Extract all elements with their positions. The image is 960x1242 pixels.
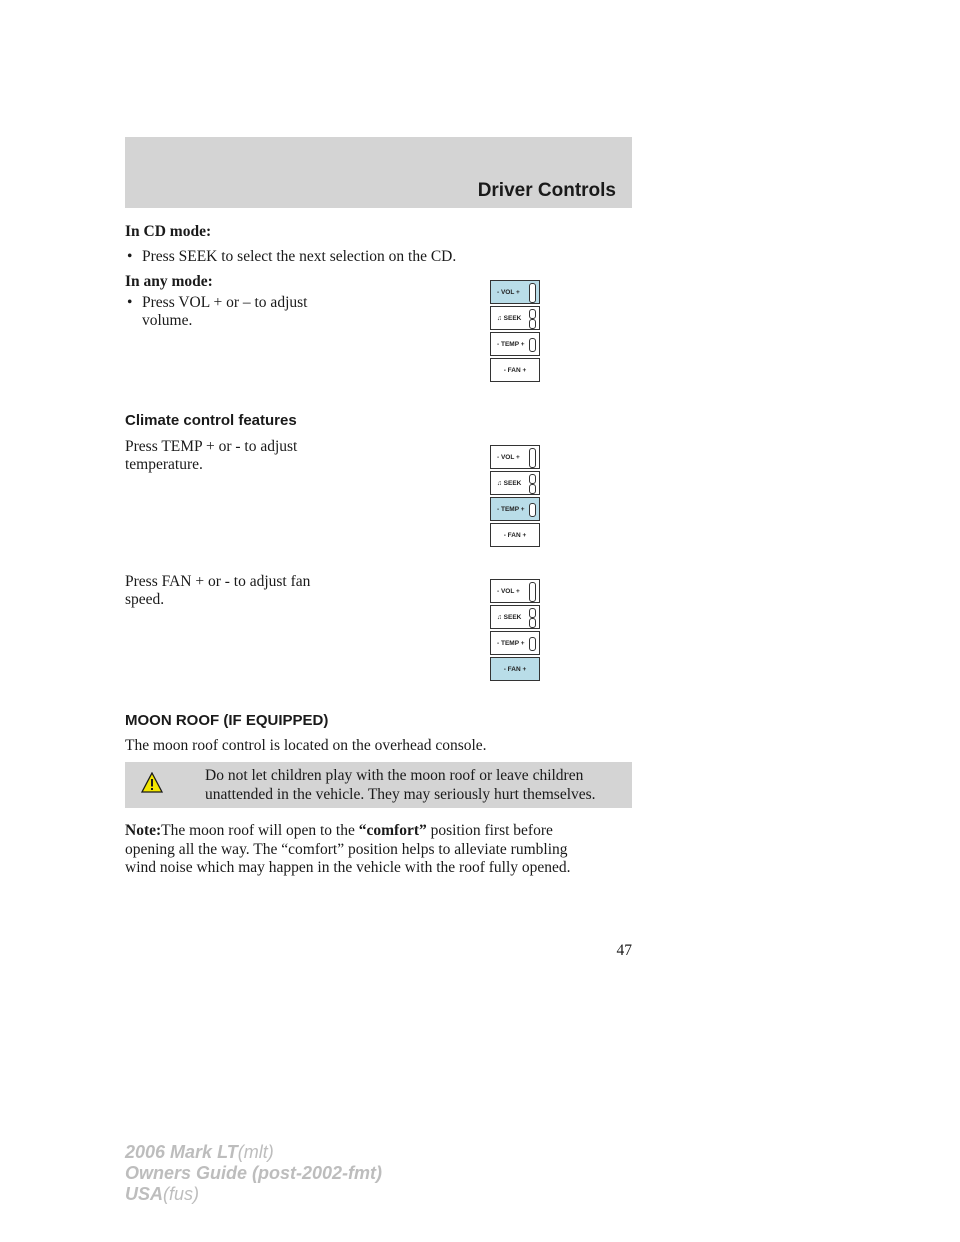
footer-market-code: (fus) [163, 1184, 200, 1204]
vol-control [490, 445, 540, 469]
fan-control [490, 657, 540, 681]
climate-heading: Climate control features [125, 412, 297, 429]
seek-control [490, 306, 540, 330]
any-mode-heading: In any mode: [125, 273, 213, 290]
note-line3: wind noise which may happen in the vehicle with the roof fully opened. [125, 859, 571, 876]
seek-label: ♫ SEEK [497, 614, 522, 621]
temp-control [490, 332, 540, 356]
moon-roof-heading: MOON ROOF (IF EQUIPPED) [125, 712, 329, 729]
temp-label: - TEMP + [497, 506, 525, 513]
warning-box [125, 762, 632, 808]
cd-mode-heading: In CD mode: [125, 223, 212, 240]
section-title: Driver Controls [477, 180, 616, 201]
note-text1: The moon roof will open to the [161, 822, 359, 839]
rocker-icon [529, 448, 536, 468]
footer-guide: Owners Guide (post-2002-fmt) [125, 1163, 383, 1183]
seek-label: ♫ SEEK [497, 480, 522, 487]
note-line1 [125, 821, 553, 840]
fan-label: - FAN + [503, 666, 527, 673]
moon-roof-intro: The moon roof control is located on the overhead console. [125, 737, 487, 754]
note-text2: position first before [426, 822, 553, 839]
warning-line1: Do not let children play with the moon roof or leave children [205, 767, 584, 784]
seek-down-icon [529, 484, 536, 494]
cd-mode-bullet: Press SEEK to select the next selection on the CD. [142, 248, 457, 265]
seek-label: ♫ SEEK [497, 315, 522, 322]
page-number: 47 [616, 942, 632, 959]
seek-up-icon [529, 474, 536, 484]
vol-label: - VOL + [497, 289, 520, 296]
warning-triangle-icon [141, 772, 163, 794]
seek-down-icon [529, 618, 536, 628]
temp-label: - TEMP + [497, 341, 525, 348]
temp-control [490, 497, 540, 521]
seek-up-icon [529, 309, 536, 319]
seek-control [490, 605, 540, 629]
fan-text-line1: Press FAN + or - to adjust fan [125, 573, 311, 590]
warning-text [205, 766, 625, 804]
vol-control [490, 579, 540, 603]
seek-control [490, 471, 540, 495]
footer-market: USA [125, 1184, 164, 1204]
note-label: Note: [125, 822, 162, 839]
vol-control [490, 280, 540, 304]
footer-model-code: (mlt) [237, 1142, 274, 1162]
rocker-icon [529, 283, 536, 303]
section-header [125, 137, 632, 208]
vol-label: - VOL + [497, 454, 520, 461]
footer-model: 2006 Mark LT [125, 1142, 238, 1162]
document-footer [125, 1142, 382, 1205]
fan-label: - FAN + [503, 367, 527, 374]
temp-text-line1: Press TEMP + or - to adjust [125, 438, 298, 455]
fan-control [490, 523, 540, 547]
note-emphasis: “comfort” [358, 822, 427, 839]
vol-label: - VOL + [497, 588, 520, 595]
any-mode-bullet-line2: volume. [142, 312, 193, 329]
warning-line2: unattended in the vehicle. They may seriously hurt themselves. [205, 786, 596, 803]
any-mode-bullet-line1: Press VOL + or – to adjust [142, 294, 308, 311]
fan-control [490, 358, 540, 382]
temp-control [490, 631, 540, 655]
temp-text-line2: temperature. [125, 456, 203, 473]
seek-up-icon [529, 608, 536, 618]
bullet-dot: • [127, 248, 133, 265]
note-line2: opening all the way. The “comfort” position helps to alleviate rumbling [125, 841, 568, 858]
rocker-icon [529, 582, 536, 602]
rocker-icon [529, 503, 536, 517]
rocker-icon [529, 338, 536, 352]
fan-label: - FAN + [503, 532, 527, 539]
fan-text-line2: speed. [125, 591, 165, 608]
seek-down-icon [529, 319, 536, 329]
rocker-icon [529, 637, 536, 651]
temp-label: - TEMP + [497, 640, 525, 647]
bullet-dot: • [127, 294, 133, 311]
